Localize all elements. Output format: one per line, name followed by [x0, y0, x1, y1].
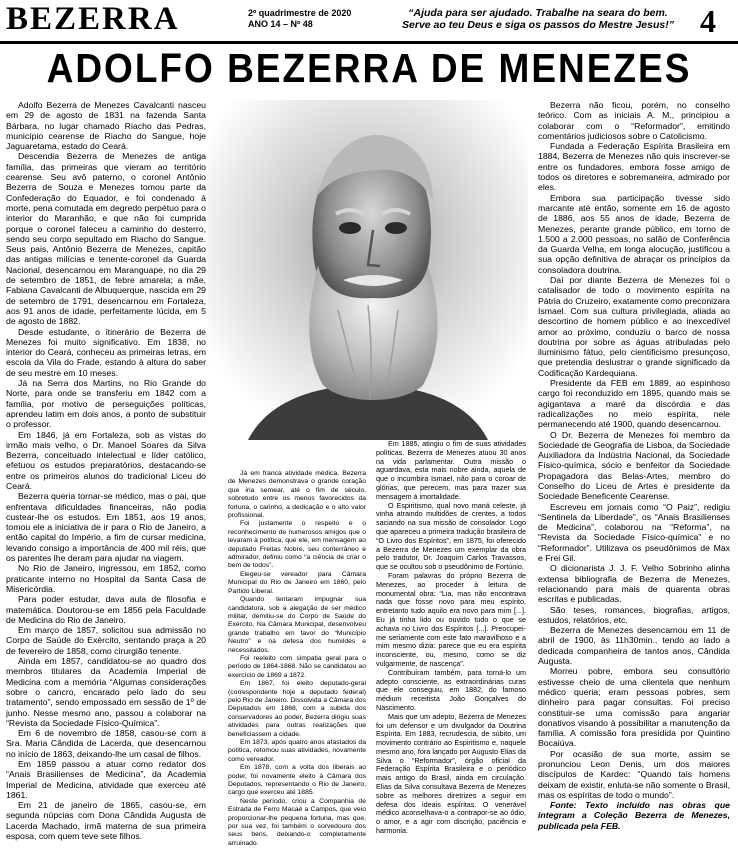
- article-paragraph: Para poder estudar, dava aula de filosofia e matemática. Doutorou-se em 1856 pela Faculdade de Medicina do Rio de Janeiro.: [6, 594, 206, 625]
- article-headline: ADOLFO BEZERRA DE MENEZES: [46, 45, 692, 91]
- article-paragraph: Presidente da FEB em 1889, ao espinhoso cargo foi reconduzido em 1895, quando mais se agigantava a maré da discórdia e das radicalizações no meio espírita, nele permanecendo até 1900, quando desencarnou.: [538, 378, 730, 430]
- article-paragraph: Escreveu em jornais como “O Paiz”, redigiu “Sentinela da Liberdade”, os “Anais Brasilienses de Medicina”, colaborou na “Reforma”, na “Revista da Sociedade Físico-química” e no “Reformador”. Utilizava os pseudônimos de Max e Frei Gil.: [538, 501, 730, 564]
- page-number: 4: [700, 3, 716, 39]
- article-paragraph: Desde estudante, o itinerário de Bezerra de Menezes foi muito significativo. Em 1838, no interior do Ceará, conheceu as primeiras letras, em escola da Vila do Frade, estando à altura do saber de seu mestre em 10 meses.: [6, 326, 206, 378]
- article-paragraph: Daí por diante Bezerra de Menezes foi o catalisador de todo o movimento espírita na Pátria do Cruzeiro, exatamente como preconizara Ismael. Com sua cultura privilegiada, aliada ao descortino de homem público e ao inexcedível amor ao próximo, conduziu o barco de nossa doutrina por sobre as águas atribuladas pelo iluminismo fátuo, pelo cientificismo presunçoso, que pretendia deslustrar o grande significado da Codificação Kardequiana.: [538, 275, 730, 378]
- article-paragraph: Embora sua participação tivesse sido marcante até então, somente em 16 de agosto de 1886, aos 55 anos de idade, Bezerra de Menezes, perante grande público, em torno de 1.500 a 2.000 pessoas, no salão de Conferência da Guarda Velha, em longa alocução, justificou a sua opção definitiva de abraçar os princípios da consoladora doutrina.: [538, 192, 730, 275]
- article-paragraph: Em 1873, após quatro anos afastados da política, retomou suas atividades, novamente como vereador.: [228, 739, 366, 763]
- article-paragraph: Foi justamente o respeito e o reconhecimento de numerosos amigos que o levaram à política, que ele, em mensagem ao deputado Freitas Nobre, seu conterrâneo e admirador, definiu como “a ciência de criar o bem de todos”.: [228, 520, 366, 570]
- article-column-4: [538, 100, 730, 848]
- article-paragraph: Em 21 de janeiro de 1865, casou-se, em segunda núpcias com Dona Cândida Augusta de Lacerda Machado, irmã materna de sua primeira esposa, com quem teve sete filhos.: [6, 800, 206, 842]
- article-paragraph: Já na Serra dos Martins, no Rio Grande do Norte, para onde se transferiu em 1842 com a família, por motivo de perseguições políticas, aprendeu latim em dois anos, a ponto de substituir o professor.: [6, 378, 206, 430]
- article-paragraph: Bezerra não ficou, porém, no conselho teórico. Com as iniciais A. M., principiou a colaborar com o “Reformador”, emitindo comentários judiciosos sobre o Catolicismo.: [538, 100, 730, 141]
- article-paragraph: Em 1878, com a volta dos liberais ao poder, foi novamente eleito à Câmara dos Deputados, representando o Rio de Janeiro, cargo que exerceu até 1885.: [228, 764, 366, 797]
- article-paragraph: Em março de 1857, solicitou sua admissão no Corpo de Saúde do Exército, sentando praça a 20 de fevereiro de 1858, como cirurgião tenente.: [6, 625, 206, 656]
- edition-info: [248, 8, 398, 30]
- article-column-2: [228, 470, 366, 848]
- article-paragraph: No Rio de Janeiro, ingressou, em 1852, como praticante interno no Hospital da Santa Casa de Misericórdia.: [6, 563, 206, 594]
- portrait-image: [208, 100, 528, 440]
- article-column-1: [6, 100, 206, 848]
- article-paragraph: Foi reeleito com simpatia geral para o período de 1864-1868. Não se candidatou ao exercício de 1869 a 1872.: [228, 654, 366, 679]
- article-paragraph: Bezerra queria tornar-se médico, mas o pai, que enfrentava dificuldades financeiras, não podia custear-lhe os estudos. Em 1851, aos 19 anos, tomou ele a iniciativa de ir para o Rio de Janeiro, a então capital do Império, a fim de cursar medicina, levando consigo a importância de 400 mil réis, que os parentes lhe deram para ajudar na viagem.: [6, 491, 206, 564]
- article-paragraph: São teses, romances, biografias, artigos, estudos, relatórios, etc.: [538, 604, 730, 625]
- article-paragraph: Fundada a Federação Espírita Brasileira em 1884, Bezerra de Menezes não quis inscrever-se entre os fundadores, embora fosse amigo de todos os diretores e sobremaneira, admirado por eles.: [538, 141, 730, 193]
- article-paragraph: Em 1846, já em Fortaleza, sob as vistas do irmão mais velho, o Dr. Manoel Soares da Silva Bezerra, conceituado intelectual e líder católico, efetuou os estudos preparatórios, destacando-se entre os primeiros alunos do tradicional Liceu do Ceará.: [6, 429, 206, 491]
- source-note: Fonte: Texto incluído nas obras que integram a Coleção Bezerra de Menezes, publicada pela FEB.: [538, 800, 730, 831]
- article-paragraph: O Dr. Bezerra de Menezes foi membro da Sociedade de Geografia de Lisboa, da Sociedade Auxiliadora da Indústria Nacional, da Sociedade Físico-química, sócio e benfeitor da Sociedade Propagadora das Belas-Artes, membro do Conselho do Liceu de Artes e presidente da Sociedade Beneficente Cearense.: [538, 429, 730, 502]
- portrait-bearded-man-icon: [208, 100, 528, 440]
- article-paragraph: O Espiritismo, qual novo maná celeste, já vinha atraindo multidões de crentes, a todos saciando na sua missão de consolador. Logo que apareceu a primeira tradução brasileira de “O Livro dos Espíritos”, em 1875, foi oferecido a Bezerra de Menezes um exemplar da obra pelo tradutor, Dr. Joaquim Carlos Travassos, que se ocultou sob o pseudônimo de Fortúnio.: [376, 500, 526, 572]
- motto: [398, 7, 678, 31]
- article-paragraph: Em 1885, atingiu o fim de suas atividades políticas. Bezerra de Menezes atuou 30 anos na vida parlamentar. Outra missão o aguardava, esta mais nobre ainda, aquela de que o incumbira Ismael, não para o coroar de glórias, que perecem, mas para trazer sua mensagem à imortalidade.: [376, 440, 526, 501]
- article-paragraph: Em 6 de novembro de 1858, casou-se com a Sra. Maria Cândida de Lacerda, que desencarnou no início de 1863, deixando-lhe um casal de filhos.: [6, 728, 206, 759]
- article-paragraph: Já em franca atividade médica, Bezerra de Menezes demonstrava o grande coração que iria semear, até o fim de século, sobretudo entre os menos favorecidos da fortuna, o carinho, a dedicação e o alto valor profissional.: [228, 470, 366, 520]
- article-paragraph: Ainda em 1857, candidatou-se ao quadro dos membros titulares da Academia Imperial de Medicina com a memória “Algumas considerações sobre o cancro, encarado pelo lado do seu tratamento”, sendo empossado em sessão de 1º de junho. Nesse mesmo ano, passou a colaborar na “Revista da Sociedade Físico-Química”.: [6, 656, 206, 728]
- newspaper-logo: BEZERRA: [6, 1, 180, 37]
- edition-period: 2º quadrimestre de 2020: [248, 8, 352, 18]
- article-paragraph: Mais que um adepto, Bezerra de Menezes foi um defensor e um divulgador da Doutrina Espírita. Em 1883, recrudescia, de súbito, um movimento contrário ao Espiritismo e, naquele mesmo ano, fora lançado por Augusto Elias da Silva o “Reformador”, órgão oficial da Federação Espírita Brasileira e o periódico mais antigo do Brasil, ainda em circulação. Elias da Silva consultava Bezerra de Menezes sobre as melhores diretrizes a seguir em defesa dos ideais espíritas. O venerável médico aconselhava-o a contrapor-se ao ódio, o amor, e a agir com discrição, paciência e harmonia.: [376, 711, 526, 836]
- motto-line-2: Serve ao teu Deus e siga os passos do Mestre Jesus!”: [402, 19, 674, 31]
- article-paragraph: Bezerra de Menezes desencarnou em 11 de abril de 1900, às 11h30min., tendo ao lado a dedicada companheira de tantos anos, Cândida Augusta.: [538, 625, 730, 667]
- article-paragraph: O dicionarista J. J. F. Velho Sobrinho alinha extensa bibliografia de Bezerra de Menezes, relacionando para mais de quarenta obras escritas e publicadas.: [538, 563, 730, 605]
- article-paragraph: Descendia Bezerra de Menezes de antiga família, das primeiras que vieram ao território cearense. Seu avô paterno, o coronel Antônio Bezerra de Souza e Menezes tomou parte da Confederação do Equador, e foi condenado à morte, pena comutada em degredo perpétuo para o interior do Maranhão, e que não foi cumprida porque o coronel faleceu a caminho do desterro, sendo seu corpo sepultado em Riacho do Sangue. Seus pais, Antônio Bezerra de Menezes, capitão das antigas milícias e tenente-coronel da Guarda Nacional, desencarnou em Maranguape, no dia 29 de setembro de 1851, de febre amarela; a mãe, Fabiana Cavalcanti de Albuquerque, nascida em 29 de setembro de 1791, desencarnou em Fortaleza, aos 91 anos de idade, perfeitamente lúcida, em 5 de agosto de 1882.: [6, 151, 206, 327]
- article-paragraph: Por ocasião de sua morte, assim se pronunciou Leon Denis, um dos maiores discípulos de Kardec: “Quando tais homens deixam de existir, enluta-se não somente o Brasil, mas os espíritas de todo o mundo”.: [538, 748, 730, 800]
- motto-line-1: “Ajuda para ser ajudado. Trabalhe na seara do bem.: [408, 7, 668, 19]
- article-paragraph: Adolfo Bezerra de Menezes Cavalcanti nasceu em 29 de agosto de 1831 na fazenda Santa Bárbara, no lugar chamado Riacho das Pedras, município cearense de Riacho do Sangue, hoje Jaguaretama, estado do Ceará.: [6, 100, 206, 152]
- article-paragraph: Contribuíram também, para torná-lo um adepto consciente, as extraordinárias curas que ele conseguiu, em 1882, do famoso médium receitista João Gonçalves do Nascimento.: [376, 667, 526, 712]
- article-paragraph: Neste período, criou a Companhia de Estrada de Ferro Macaé a Campos, que veio proporcionar-lhe pequena fortuna, mas que, por sua vez, foi também o sorvedouro dos seus bens, deixando-o completamente arruinado.: [228, 797, 366, 847]
- article-paragraph: Foram palavras do próprio Bezerra de Menezes, ao proceder à leitura de monumental obra: “Lia, mas não encontrava nada que fosse novo para meu espírito, entretanto tudo aquilo era novo para mim [...]. Eu já tinha lido ou ouvido tudo o que se achava no Livro dos Espíritos [...]. Preocupei-me seriamente com este fato maravilhoso e a mim mesmo dizia: parece que eu era espírita inconsciente, ou, mesmo, como se diz vulgarmente, de nascença”.: [376, 570, 526, 668]
- masthead: [0, 0, 738, 44]
- edition-number: ANO 14 – Nº 48: [248, 19, 313, 29]
- article-paragraph: Em 1867, foi eleito deputado-geral (correspondente hoje a deputado federal) pelo Rio de Janeiro. Dissolvida a Câmara dos Deputados em 1868, com a subida dos conservadores ao poder, Bezerra dirigiu suas atividades para outras realizações que beneficiassem a cidade.: [228, 680, 366, 738]
- article-paragraph: Morreu pobre, embora seu consultório estivesse cheio de uma clientela que nenhum médico queria; eram pessoas pobres, sem dinheiro para pagar consultas. Foi preciso constituir-se uma comissão para angariar donativos visando à possibilitar a manutenção da família. A comissão fora presidida por Quintino Bocaiúva.: [538, 666, 730, 749]
- article-paragraph: Elegeu-se vereador para Câmara Municipal do Rio de Janeiro em 1860, pelo Partido Liberal.: [228, 570, 366, 595]
- article-paragraph: Quando tentaram impugnar sua candidatura, sob a alegação de ser médico militar, demitiu-se do Corpo de Saúde do Exército. Na Câmara Municipal, desenvolveu grande trabalho em favor do “Município Neutro” e na defesa dos humildes e necessitados.: [228, 596, 366, 654]
- article-paragraph: Em 1859 passou a atuar como redator dos “Anais Brasilienses de Medicina”, da Academia Imperial de Medicina, atividade que exerceu até 1861.: [6, 759, 206, 800]
- article-column-3: [376, 440, 526, 848]
